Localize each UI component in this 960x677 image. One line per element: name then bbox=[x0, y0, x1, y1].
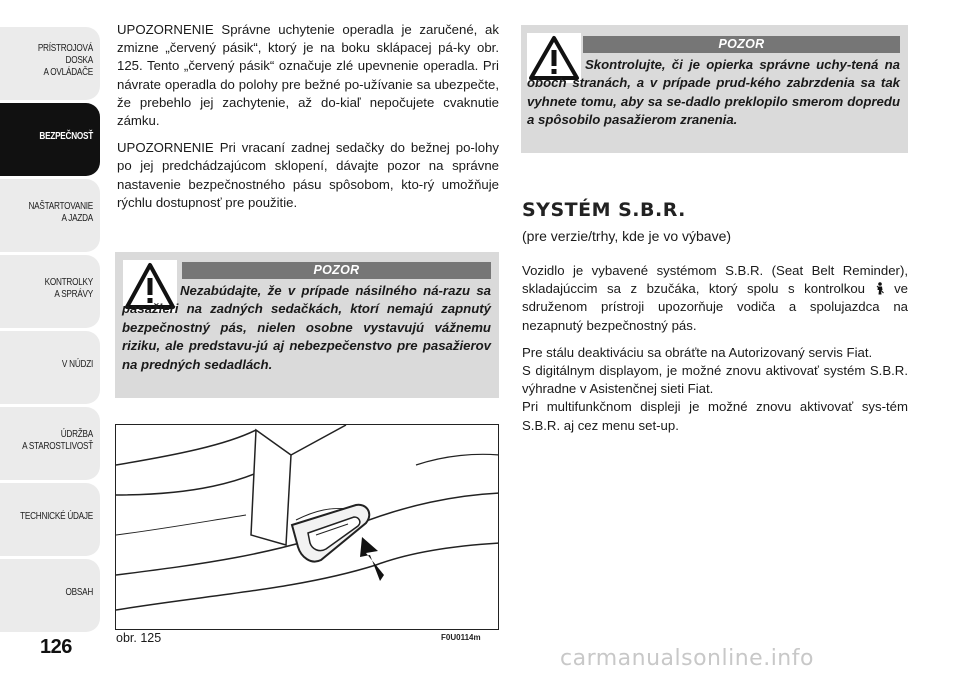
sbr-line-1: Pre stálu deaktiváciu sa obráťte na Autorizovaný servis Fiat. bbox=[522, 344, 873, 360]
warning-text: Skontrolujte, či je opierka správne uchy-tená na oboch stranách, a v prípade prud-kého zabrzdenia sa tak vyhnete tomu, aby sa se-dadlo preklopilo smerom dopredu a spôsobilo pasažierom zranenia. bbox=[527, 57, 900, 128]
figure-seat-lever bbox=[115, 424, 499, 630]
seat-belt-warning-icon bbox=[875, 282, 885, 295]
section-title: SYSTÉM S.B.R. bbox=[522, 199, 686, 221]
figure-caption: obr. 125 bbox=[116, 631, 162, 645]
watermark: carmanualsonline.info bbox=[560, 646, 814, 671]
sbr-paragraph-1 bbox=[522, 262, 908, 335]
tab-label: OBSAH bbox=[65, 587, 93, 598]
note-paragraph-1: UPOZORNENIE Správne uchytenie operadla je zaručené, ak zmizne „červený pásik“, ktorý je na boku sklápacej pá-ky obr. 125. Tento „červený pásik“ označuje zlé upevnenie operadla. Pri návrate operadla do polohy pre bežné po-užívanie sa ubezpečte, že prebehlo jej zachytenie, až do-kiaľ nepočujete cvaknutie zámku. bbox=[117, 22, 499, 129]
sbr-line-3: Pri multifunkčnom displeji je možné znovu aktivovať sys-tém S.B.R. aj cez menu set-up. bbox=[522, 399, 908, 433]
tab-bezpecnost[interactable] bbox=[0, 103, 100, 176]
sbr-line-2: S digitálnym displayom, je možné znovu aktivovať systém S.B.R. výhradne v Asistenčnej sieti Fiat. bbox=[522, 363, 908, 397]
tab-label: KONTROLKY A SPRÁVY bbox=[44, 277, 93, 300]
tab-pristrojova-doska[interactable] bbox=[0, 27, 100, 100]
tab-nastartovanie[interactable] bbox=[0, 179, 100, 252]
tab-udrzba[interactable] bbox=[0, 407, 100, 480]
warning-box-right bbox=[521, 25, 908, 153]
section-subtitle: (pre verzie/trhy, kde je vo výbave) bbox=[522, 228, 732, 244]
tab-technicke-udaje[interactable] bbox=[0, 483, 100, 556]
tab-obsah[interactable] bbox=[0, 559, 100, 632]
tab-label: TECHNICKÉ ÚDAJE bbox=[20, 511, 93, 522]
tab-label: BEZPEČNOSŤ bbox=[39, 131, 93, 142]
tab-kontrolky[interactable] bbox=[0, 255, 100, 328]
warning-header: POZOR bbox=[583, 36, 900, 53]
right-column-text bbox=[522, 262, 908, 444]
note-paragraph-2: UPOZORNENIE Pri vracaní zadnej sedačky do bežnej po-lohy po jej predchádzajúcom sklopení, dávajte pozor na správne nastavenie bezpečnostného pásu spôsobom, kto-rý umožňuje rýchlu dostupnosť pre použitie. bbox=[117, 140, 499, 210]
sbr-paragraph-2 bbox=[522, 344, 908, 435]
tab-label: PRÍSTROJOVÁ DOSKA A OVLÁDAČE bbox=[37, 43, 93, 78]
warning-box-left bbox=[115, 252, 499, 398]
seat-lever-illustration bbox=[116, 425, 499, 630]
warning-header: POZOR bbox=[182, 262, 491, 279]
tab-v-nudzi[interactable] bbox=[0, 331, 100, 404]
tab-label: NAŠTARTOVANIE A JAZDA bbox=[28, 201, 93, 224]
figure-code: F0U0114m bbox=[441, 633, 481, 642]
left-column-text bbox=[117, 21, 499, 221]
tab-label: V NÚDZI bbox=[61, 359, 93, 370]
page-number: 126 bbox=[40, 636, 72, 658]
sbr-paragraph-1-start: Vozidlo je vybavené systémom S.B.R. (Seat Belt Reminder), skladajúccim sa z bzučáka, ktorý spolu s kontrolkou bbox=[522, 263, 908, 297]
warning-text: Nezabúdajte, že v prípade násilného ná-razu sa pasažieri na zadných sedačkách, ktorí nemajú zapnutý bezpečnostný pás, nielen osobne vystavujú vážnemu riziku, ale predstavu-jú aj nebezpečenstvo pre pasažierov na predných sedadlách. bbox=[122, 283, 491, 372]
sbr-paragraph-1-end: ve sdruženom prístroji upozorňuje vodiča a spolujazdca na nezapnutý bezpečnostný pás. bbox=[522, 281, 908, 333]
tab-label: ÚDRŽBA A STAROSTLIVOSŤ bbox=[22, 429, 93, 452]
chapter-tabs bbox=[0, 0, 102, 640]
